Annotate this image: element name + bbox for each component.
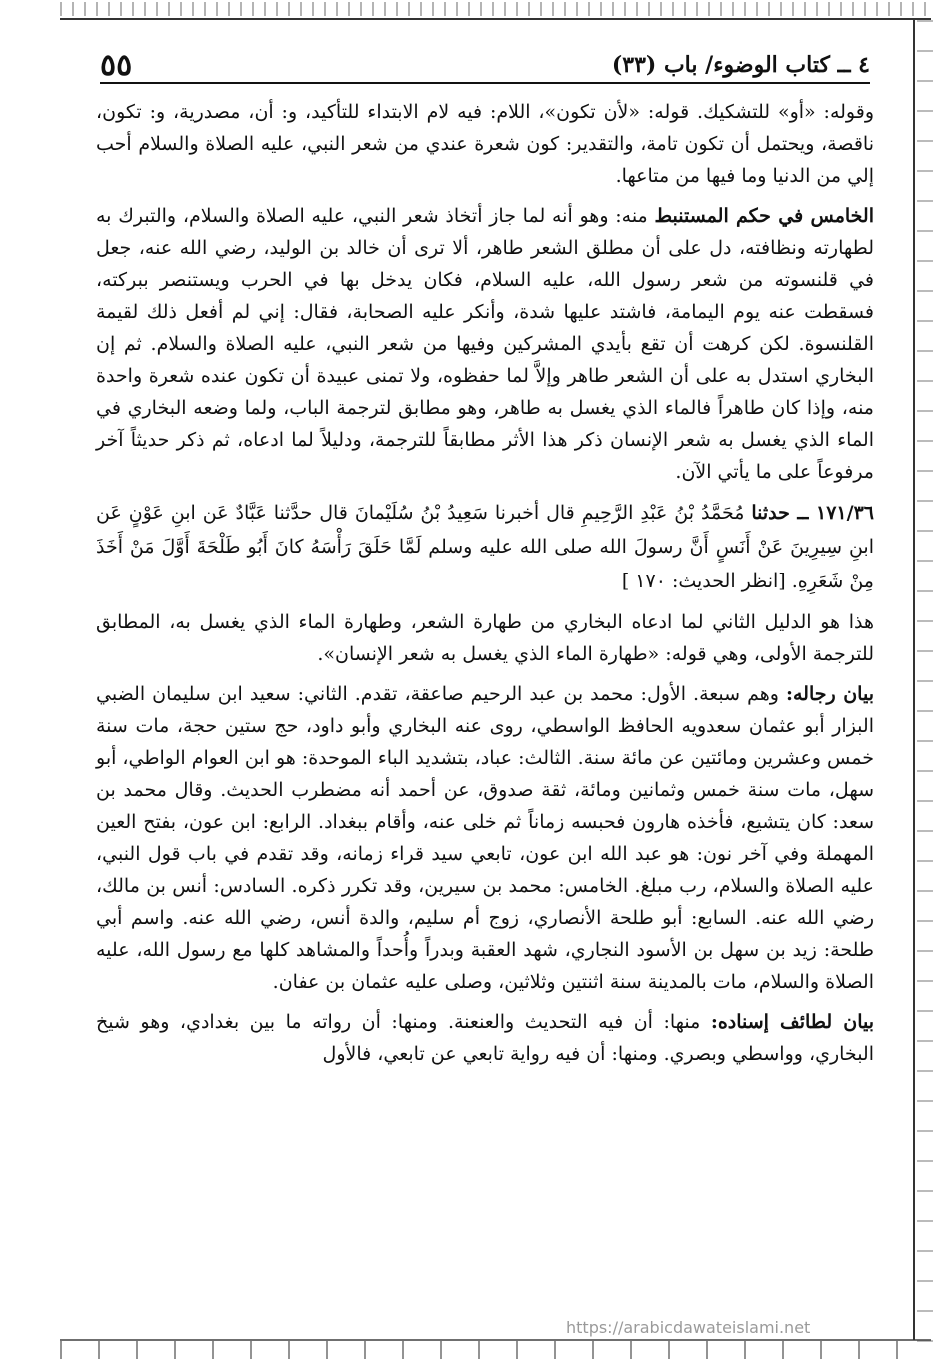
paragraph-4-text: هذا هو الدليل الثاني لما ادعاه البخاري من طهارة الشعر، وطهارة الماء الذي يغسل به، المطابق للترجمة الأولى، وهي قوله: «طهارة الماء الذي يغسل به شعر الإنسان». (96, 611, 874, 665)
page-body (96, 96, 874, 1078)
paragraph-2-heading: الخامس في حكم المستنبط (654, 205, 874, 227)
page-border-right-ornament (917, 20, 933, 1355)
page-border-bottom-ornament (60, 1339, 931, 1359)
paragraph-2-text: منه: وهو أنه لما جاز أتخاذ شعر النبي، عليه الصلاة والسلام، والتبرك به لطهارته ونظافته، دل على أن مطلق الشعر طاهر، ألا ترى أن خالد بن الوليد، رضي الله عنه، جعل في قلنسوته من شعر رسول الله، عليه السلام، فكان يدخل بها في الحرب ويستنصر ببركته، فسقطت عنه يوم اليمامة، فاشتد عليها شدة، وأنكر عليه الصحابة، فقال: إني لم أفعل ذلك لقيمة القلنسوة. لكن كرهت أن تقع بأيدي المشركين وفيها من شعر النبي، عليه الصلاة والسلام. ثم إن البخاري استدل به على أن الشعر طاهر وإلاَّ لما حفظوه، ولا تمنى عبيدة أن تكون عنده شعرة واحدة منه، وإذا كان طاهراً فالماء الذي يغسل به طاهر، وهو مطابق لترجمة الباب، ولما وضعه البخاري في الماء الذي يغسل به شعر الإنسان ذكر هذا الأثر مطابقاً للترجمة، ودليلاً لما ادعاه، ثم ذكر حديثاً آخر مرفوعاً على ما يأتي الآن. (96, 205, 874, 483)
page-number: ٥٥ (100, 48, 133, 83)
narrators-section (96, 678, 874, 998)
page-header (100, 48, 870, 84)
page-border-top-ornament (60, 2, 931, 16)
paragraph-4 (96, 606, 874, 670)
website-watermark: https://arabicdawateislami.net (566, 1318, 811, 1337)
hadith-text (96, 496, 874, 598)
hadith-number: ١٧١/٣٦ ــ حدثنا (751, 502, 874, 524)
narrators-text: وهم سبعة. الأول: محمد بن عبد الرحيم صاعقة، تقدم. الثاني: سعيد ابن سليمان الضبي البزار أبو عثمان سعدويه الحافظ الواسطي، روى عنه البخاري وأبو داود، حج ستين حجة، مات سنة خمس وعشرين ومائتين عن مائة سنة. الثالث: عباد، بتشديد الباء الموحدة: هو ابن العوام الواطي، أبو سهل، مات سنة خمس وثمانين ومائة، ثقة صدوق، عن أحمد أنه مضطرب الحديث. وقال محمد بن سعد: كان يتشيع، فأخذه هارون فحبسه زماناً ثم خلى عنه، وأقام ببغداد. الرابع: ابن عون، بفتح العين المهملة وفي آخر نون: هو عبد الله ابن عون، تابعي سيد قراء زمانه، وقد تقدم في باب قول النبي، عليه الصلاة والسلام، رب مبلغ. الخامس: محمد بن سيرين، وقد تكرر ذكره. السادس: أنس بن مالك، رضي الله عنه. السابع: أبو طلحة الأنصاري، زوج أم سليم، والدة أنس، رضي الله عنه. واسم أبي طلحة: زيد بن سهل بن الأسود النجاري، شهد العقبة وبدراً وأُحداً والمشاهد كلها مع رسول الله، عليه الصلاة والسلام، مات بالمدينة سنة اثنتين وثلاثين، وصلى عليه عثمان بن عفان. (96, 683, 874, 993)
isnad-subtleties-text: منها: أن فيه التحديث والعنعنة. ومنها: أن رواته ما بين بغدادي، وهو شيخ البخاري، وواسطي وبصري. ومنها: أن فيه رواية تابعي عن تابعي، فالأول (96, 1011, 874, 1065)
paragraph-1-text: وقوله: «أو» للتشكيك. قوله: «لأن تكون»، اللام: فيه لام الابتداء للتأكيد، و: أن، مصدرية، و: تكون، ناقصة، ويحتمل أن تكون تامة، والتقدير: كون شعرة عندي من شعر النبي، عليه الصلاة والسلام أحب إلي من الدنيا وما فيها من متاعها. (96, 101, 874, 187)
paragraph-2 (96, 200, 874, 488)
isnad-subtleties-heading: بيان لطائف إسناده: (710, 1011, 875, 1033)
paragraph-1 (96, 96, 874, 192)
page-border-top-line (60, 18, 931, 20)
narrators-heading: بيان رجاله: (785, 683, 874, 705)
running-title: ٤ ــ كتاب الوضوء/ باب (٣٣) (611, 52, 870, 78)
hadith-body: مُحَمَّدُ بْنُ عَبْدِ الرَّحِيمِ قال أخبرنا سَعِيدُ بْنُ سُلَيْمانَ قال حدَّثنا عَبَّادٌ عَن ابنِ عَوْنٍ عَن ابنِ سِيرِينَ عَنْ أَنَسٍ أَنَّ رسولَ الله صلى الله عليه وسلم لَمَّا حَلَقَ رَأْسَهُ كانَ أَبُو طَلْحَةَ أَوَّلَ مَنْ أَخَذَ مِنْ شَعَرِهِ. [انظر الحديث: ١٧٠ ] (96, 502, 874, 592)
page-border-right-line (913, 20, 915, 1340)
isnad-subtleties-section (96, 1006, 874, 1070)
